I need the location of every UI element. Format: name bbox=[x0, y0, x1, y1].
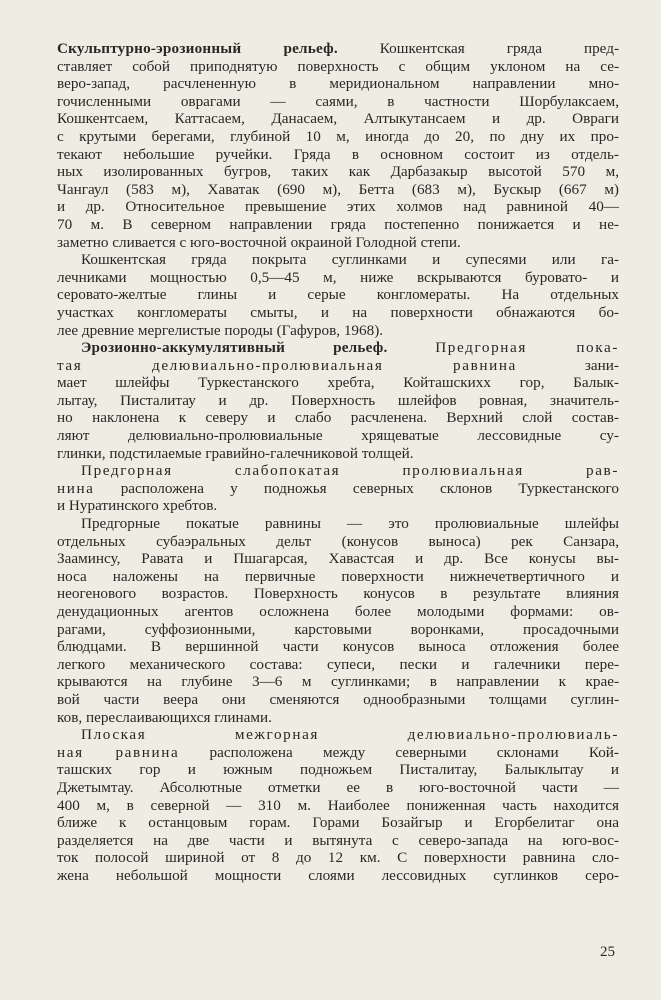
text-run: Предгорные покатые равнины — это пролювиальные шлейфы bbox=[81, 515, 619, 533]
text-line bbox=[57, 462, 619, 480]
text-run: Кошкентская гряда пред- bbox=[337, 40, 620, 57]
text-line bbox=[57, 691, 619, 709]
text-line bbox=[57, 198, 619, 216]
text-run: лечниками мощностью 0,5—45 м, ниже вскрываются буровато- и bbox=[57, 268, 619, 286]
spaced-term: Предгорная пока- bbox=[435, 339, 619, 357]
text-run: Кошкентсаем, Каттасаем, Данасаем, Алтыкутансаем и др. Овраги bbox=[57, 110, 619, 128]
text-run: текают небольшие ручейки. Гряда в основном состоит из отдель- bbox=[57, 145, 619, 163]
text-run: 400 м, в северной — 310 м. Наиболее пониженная часть находится bbox=[57, 796, 619, 814]
text-run: глинки, подстилаемые гравийно-галечниковой толщей. bbox=[57, 444, 414, 462]
text-line bbox=[57, 339, 619, 357]
text-run: расположена у подножья северных склонов Туркестанского bbox=[94, 479, 619, 497]
text-run: ков, переслаивающихся глинами. bbox=[57, 708, 272, 726]
text-run: 70 м. В северном направлении гряда постепенно понижается и не- bbox=[57, 215, 619, 233]
text-run: ближе к останцовым горам. Горами Бозайгыр и Егорбелитаг она bbox=[57, 814, 619, 832]
text-line bbox=[57, 515, 619, 533]
text-line bbox=[57, 603, 619, 621]
text-line bbox=[57, 761, 619, 779]
text-run: серовато-желтые глины и серые конгломераты. На отдельных bbox=[57, 286, 619, 304]
text-line bbox=[57, 779, 619, 797]
text-line bbox=[57, 146, 619, 164]
text-run: неогенового возрастов. Поверхность конусов в результате влияния bbox=[57, 585, 619, 603]
text-line bbox=[57, 40, 619, 58]
text-line bbox=[57, 673, 619, 691]
text-run: денудационных агентов осложнена более молодыми формами: ов- bbox=[57, 603, 619, 620]
text-line bbox=[57, 726, 619, 744]
spaced-term: ная равнина bbox=[57, 743, 180, 761]
text-line bbox=[57, 550, 619, 568]
text-run: но наклонена к северу и слабо расчленена. Верхний слой состав- bbox=[57, 409, 619, 427]
text-run: с крутыми берегами, глубиной 10 м, иногда до 20, по дну их про- bbox=[57, 127, 619, 145]
text-line bbox=[57, 110, 619, 128]
text-line bbox=[57, 480, 619, 498]
text-run: зани- bbox=[516, 356, 619, 374]
text-line bbox=[57, 128, 619, 146]
text-run: ляют делювиально-пролювиальные хрящеватые лессовидные су- bbox=[57, 427, 619, 445]
text-line bbox=[57, 357, 619, 375]
text-line bbox=[57, 163, 619, 181]
text-run: и др. Относительное превышение этих холмов над равниной 40— bbox=[57, 198, 619, 216]
text-line bbox=[57, 286, 619, 304]
text-line bbox=[57, 322, 619, 340]
spaced-term: Плоская межгорная делювиально-пролювиаль- bbox=[81, 726, 619, 744]
text-run bbox=[387, 339, 435, 356]
text-run: блюдцами. В вершинной части конусов выноса отложения более bbox=[57, 638, 619, 656]
spaced-term: Предгорная слабопокатая пролювиальная рав- bbox=[81, 462, 619, 480]
text-line bbox=[57, 656, 619, 674]
text-line bbox=[57, 93, 619, 111]
body-text bbox=[57, 40, 619, 885]
text-run: ток полосой шириной от 8 до 12 км. С поверхности равнина сло- bbox=[57, 849, 619, 867]
text-line bbox=[57, 585, 619, 603]
text-line bbox=[57, 181, 619, 199]
text-run: ных изолированных бугров, таких как Дарбазакыр высотой 570 м, bbox=[57, 163, 619, 181]
text-run: лытау, Писталитау и др. Поверхность шлейфов ровная, значитель- bbox=[57, 391, 619, 409]
text-run: ташских гор и южным подножьем Писталитау, Балыклытау и bbox=[57, 761, 619, 779]
text-line bbox=[57, 849, 619, 867]
section-heading: Эрозионно-аккумулятивный рельеф. bbox=[81, 339, 388, 357]
text-line bbox=[57, 814, 619, 832]
text-line bbox=[57, 709, 619, 727]
text-line bbox=[57, 304, 619, 322]
text-line bbox=[57, 392, 619, 410]
text-run: мает шлейфы Туркестанского хребта, Койташскихх гор, Балык- bbox=[57, 374, 619, 392]
text-line bbox=[57, 568, 619, 586]
text-line bbox=[57, 409, 619, 427]
text-line bbox=[57, 216, 619, 234]
text-run: лее древние мергелистые породы (Гафуров, 1968). bbox=[57, 321, 384, 339]
text-run: заметно сливается с юго-восточной окраиной Голодной степи. bbox=[57, 233, 461, 251]
text-line bbox=[57, 497, 619, 515]
text-run: Зааминсу, Равата и Пшагарсая, Хавастсая и др. Все конусы вы- bbox=[57, 550, 619, 568]
text-run: отдельных субаэральных дельт (конусов выноса) рек Санзара, bbox=[57, 532, 619, 550]
text-run: расположена между северными склонами Кой- bbox=[179, 743, 619, 761]
text-run: рагами, суффозионными, карстовыми воронками, просадочными bbox=[57, 620, 619, 638]
spaced-term: нина bbox=[57, 479, 95, 497]
text-run: и Нуратинского хребтов. bbox=[57, 497, 218, 515]
text-run: Джетымтау. Абсолютные отметки ее в юго-восточной части — bbox=[57, 778, 619, 796]
text-line bbox=[57, 832, 619, 850]
text-line bbox=[57, 445, 619, 463]
text-line bbox=[57, 867, 619, 885]
text-run: легкого механического состава: супеси, пески и галечники пере- bbox=[57, 655, 619, 673]
text-run: носа наложены на первичные поверхности нижнечетвертичного и bbox=[57, 567, 619, 585]
text-run: Чангаул (583 м), Хаватак (690 м), Бетта (683 м), Бускыр (667 м) bbox=[57, 180, 619, 198]
text-run: участках конгломераты смыты, и на поверхности обнажаются бо- bbox=[57, 303, 619, 321]
text-run: гочисленными оврагами — саями, в частности Шорбулаксаем, bbox=[57, 92, 619, 110]
text-run: Кошкентская гряда покрыта суглинками и супесями или га- bbox=[81, 251, 619, 269]
text-run: веро-запад, расчлененную в меридиональном направлении мно- bbox=[57, 75, 619, 93]
text-line bbox=[57, 374, 619, 392]
text-line bbox=[57, 269, 619, 287]
text-line bbox=[57, 251, 619, 269]
section-heading: Скульптурно-эрозионный рельеф. bbox=[57, 40, 338, 57]
text-run: вой части веера они сменяются однообразными толщами суглин- bbox=[57, 690, 619, 708]
spaced-term: тая делювиально-пролювиальная равнина bbox=[57, 356, 517, 374]
page-number: 25 bbox=[600, 944, 615, 960]
text-line bbox=[57, 58, 619, 76]
text-line bbox=[57, 638, 619, 656]
text-line bbox=[57, 234, 619, 252]
text-line bbox=[57, 744, 619, 762]
text-run: жена небольшой мощности слоями лессовидных суглинков серо- bbox=[57, 866, 619, 884]
text-line bbox=[57, 427, 619, 445]
text-run: крываются на глубине 3—6 м суглинками; в направлении к крае- bbox=[57, 673, 619, 691]
text-run: ставляет собой приподнятую поверхность с общим уклоном на се- bbox=[57, 57, 619, 75]
text-line bbox=[57, 533, 619, 551]
text-line bbox=[57, 621, 619, 639]
text-line bbox=[57, 797, 619, 815]
text-run: разделяется на две части и вытянута с северо-запада на юго-вос- bbox=[57, 831, 619, 849]
text-line bbox=[57, 75, 619, 93]
